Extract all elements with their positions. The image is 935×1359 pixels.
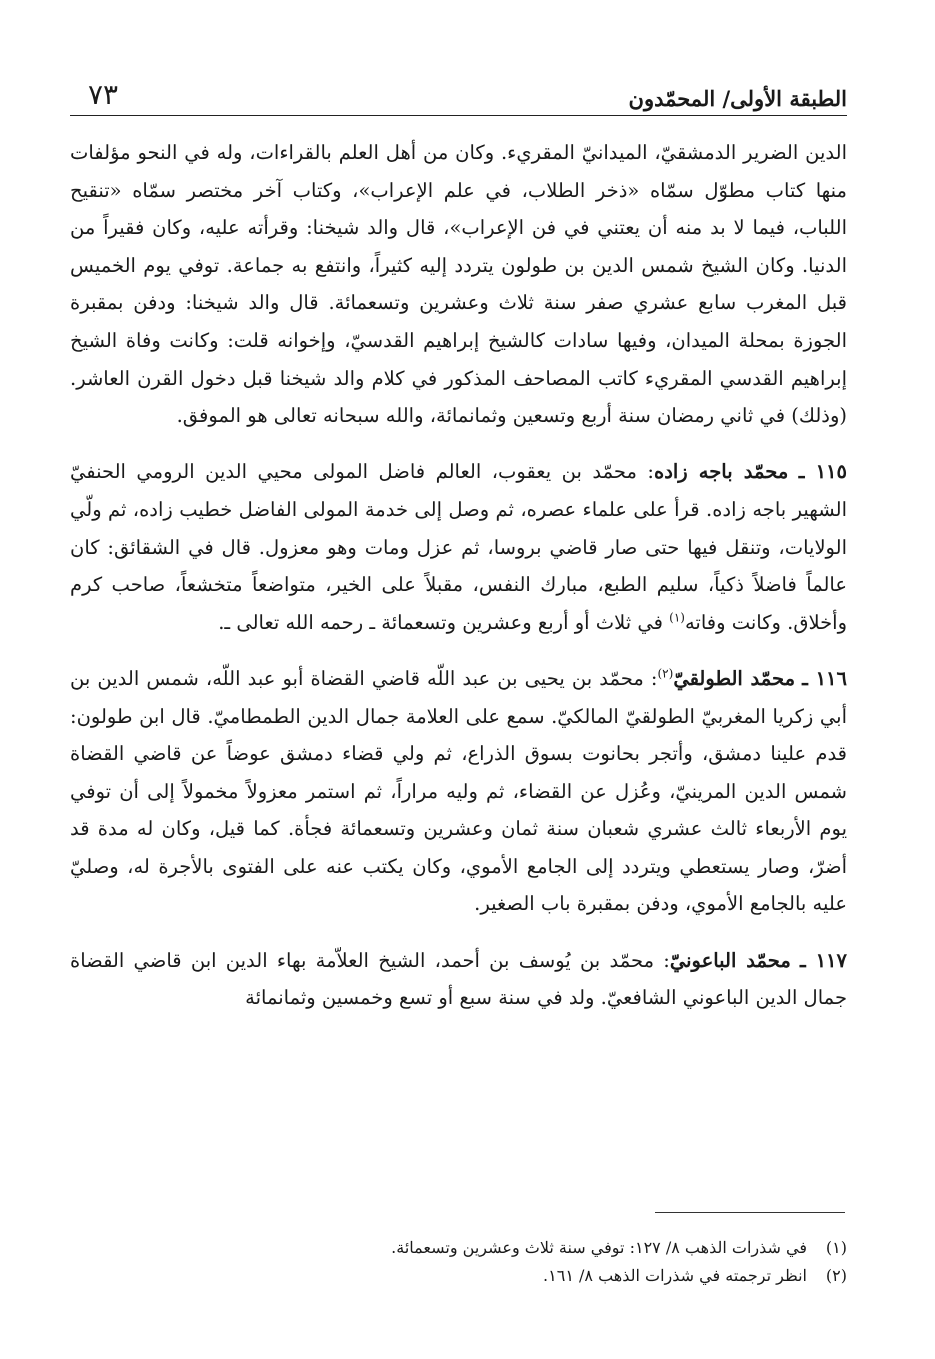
running-head: الطبقة الأولى/ المحمّدون (628, 86, 847, 111)
page-number: ٧٣ (88, 78, 119, 111)
footnotes (70, 1234, 847, 1290)
continuation-paragraph: الدين الضرير الدمشقيّ، الميدانيّ المقريء. وكان من أهل العلم بالقراءات، وله في النحو مؤلفات منها كتاب مطوّل سمّاه «ذخر الطلاب، في علم الإعراب»، وكتاب آخر مختصر سمّاه «تنقيح اللباب، فيما لا بد منه أن يعتني في فن الإعراب»، قال والد شيخنا: وقرأته عليه، وكان فقيراً من الدنيا. وكان الشيخ شمس الدين بن طولون يتردد إليه كثيراً، وانتفع به جماعة. توفي يوم الخميس قبل المغرب سابع عشري صفر سنة ثلاث وعشرين وتسعمائة. قال والد شيخنا: ودفن بمقبرة الجوزة بمحلة الميدان، وفيها سادات كالشيخ إبراهيم القدسيّ، وإخوانه قلت: وكانت وفاة الشيخ إبراهيم القدسي المقريء كاتب المصاحف المذكور في كلام والد شيخنا قبل دخول القرن العاشر. (وذلك) في ثاني رمضان سنة أربع وتسعين وثمانمائة، والله سبحانه تعالى هو الموفق. (70, 141, 847, 428)
entry-number: ١١٥ ـ (798, 460, 847, 484)
page-header (70, 70, 847, 116)
entry-text: : محمّد بن يُوسف بن أحمد، الشيخ العلاّمة بهاء الدين ابن قاضي القضاة جمال الدين الباعوني الشافعيّ. ولد في سنة سبع أو تسع وخمسين وثمانمائة (70, 948, 847, 1010)
footnote-number: (١) (825, 1238, 847, 1257)
entry-number: ١١٧ ـ (800, 948, 847, 972)
entry-text-cont: في ثلاث أو أربع وعشرين وتسعمائة ـ رحمه الله تعالى ـ. (218, 610, 670, 634)
entry-name: محمّد باجه زاده (653, 460, 789, 484)
footnote-ref: (٢) (657, 666, 674, 681)
footnote-text: في شذرات الذهب ٨/ ١٢٧: توفي سنة ثلاث وعشرين وتسعمائة. (391, 1238, 807, 1257)
footnote-number: (٢) (825, 1266, 847, 1285)
footnote-text: انظر ترجمته في شذرات الذهب ٨/ ١٦١. (543, 1266, 807, 1285)
entry-name: محمّد الباعونيّ (669, 948, 791, 972)
entry-117 (70, 942, 847, 1017)
entry-text: : محمّد بن يعقوب، العالم فاضل المولى محيي الدين الرومي الحنفيّ الشهير باجه زاده. قرأ على علماء عصره، ثم وصل إلى خدمة المولى الفاضل خطيب زاده، ثم ولّي الولايات، وتنقل فيها حتى صار قاضي بروسا، ثم عزل ومات وهو معزول. قال في الشقائق: كان عالماً فاضلاً ذكياً، سليم الطبع، مبارك النفس، مقبلاً على الخير، متواضعاً متخشعاً، صاحب كرم وأخلاق. وكانت وفاته (70, 460, 847, 634)
footnote-item (70, 1234, 847, 1262)
header-rule (70, 115, 847, 116)
footnote-rule (655, 1212, 845, 1213)
footnote-ref: (١) (669, 610, 685, 625)
entry-115 (70, 453, 847, 641)
entry-number: ١١٦ ـ (802, 666, 847, 690)
entry-116 (70, 660, 847, 923)
footnote-item (70, 1262, 847, 1290)
entry-text: : محمّد بن يحيى بن عبد اللّه قاضي القضاة أبو عبد اللّه، شمس الدين بن أبي زكريا المغربيّ الطولقيّ المالكيّ. سمع على العلامة جمال الدين الطمطاميّ. قال ابن طولون: قدم علينا دمشق، وأتجر بحانوت بسوق الذراع، ثم ولي قضاء دمشق عوضاً عن قاضي القضاة شمس الدين المرينيّ، وعُزل عن القضاء، ثم وليه مراراً، ثم استمر معزولاً مخمولاً إلى أن توفي يوم الأربعاء ثالث عشري شعبان سنة ثمان وعشرين وتسعمائة فجأة. كما قيل، وكان له مدة قد أضرّ، وصار يستعطي ويتردد إلى الجامع الأموي، وكان يكتب عنه على الفتوى بالأجرة له، وصليّ عليه بالجامع الأموي، ودفن بمقبرة باب الصغير. (70, 666, 848, 916)
page-body (70, 134, 847, 1017)
entry-name: محمّد الطولقيّ (673, 666, 796, 690)
